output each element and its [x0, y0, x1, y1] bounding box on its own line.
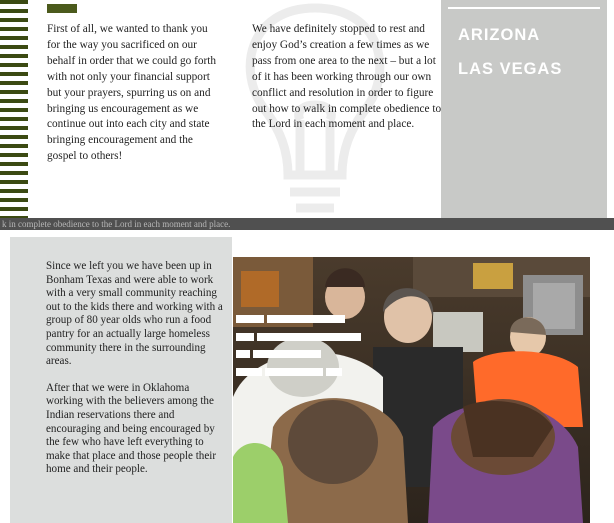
rest-paragraph: We have definitely stopped to rest and enjoy God’s creation a few times as we pass from one area to the next – but a lot of it has been working through our own conflict and resolution in order to figure out how to walk in complete obedience to the Lord in each moment and place. — [252, 23, 442, 131]
sidebar-divider — [448, 7, 600, 9]
update-text-column — [46, 260, 226, 490]
location-las-vegas: LAS VEGAS — [458, 60, 563, 78]
group-prayer-photo — [233, 257, 590, 523]
newsletter-page-1 — [0, 0, 614, 218]
striped-margin-decoration — [0, 0, 28, 218]
location-sidebar — [441, 0, 607, 218]
oklahoma-paragraph: After that we were in Oklahoma working with the believers among the Indian reservations there and encouraging and being encouraged by the few who have left everything to make that place and those people their home and their people. — [46, 381, 217, 476]
bleed-through-text: k in complete obedience to the Lord in each moment and place. — [2, 219, 231, 229]
newsletter-page-2 — [0, 230, 614, 523]
bonham-texas-paragraph: Since we left you we have been up in Bonham Texas and were able to work with a very small community reaching out to the kids there and working with a group of 80 year olds who run a food pantry for an actually large homeless community there in the surrounding areas. — [46, 260, 223, 368]
accent-bar — [47, 4, 77, 13]
thank-you-paragraph: First of all, we wanted to thank you for the way you sacrificed on our behalf in order that we could go forth with not only your financial support but your prayers, spurring us on and bringing us encouragement as we continue out into each city and state bringing encouragement and the gospel to others! — [47, 23, 217, 163]
location-arizona: ARIZONA — [458, 26, 541, 44]
page-gap — [0, 218, 614, 230]
